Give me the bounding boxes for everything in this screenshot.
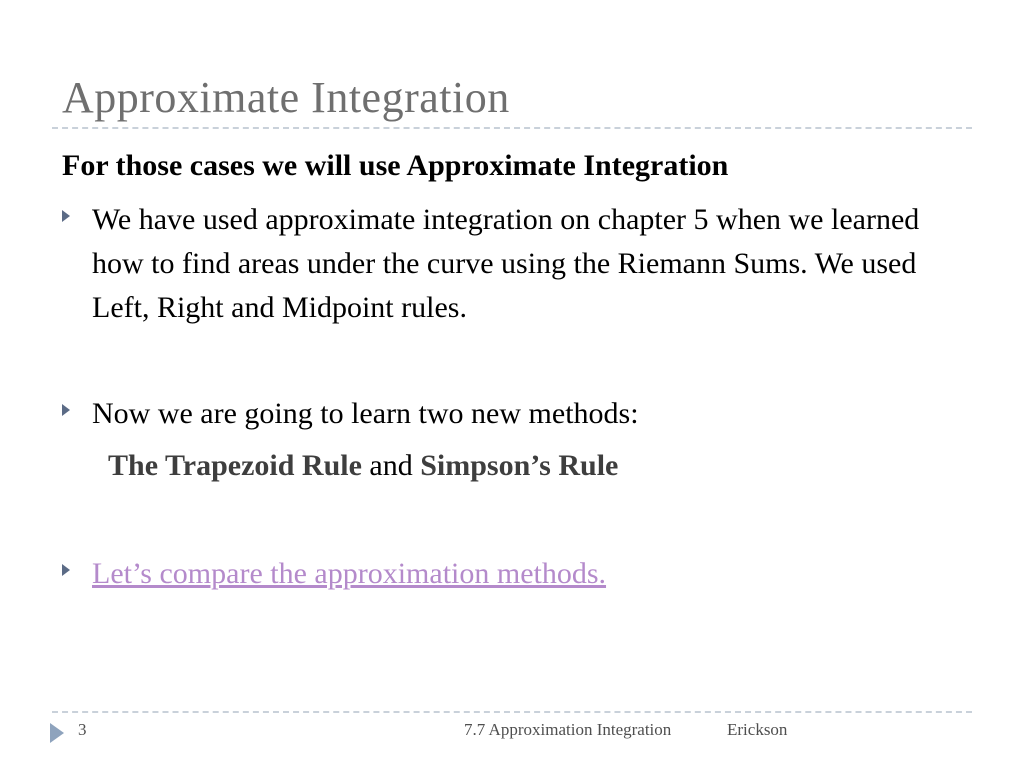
triangle-bullet-icon bbox=[62, 404, 70, 416]
footer-course-title: 7.7 Approximation Integration bbox=[464, 720, 672, 739]
bullet-item-2 bbox=[62, 392, 962, 436]
triangle-bullet-icon bbox=[62, 564, 70, 576]
title-divider bbox=[52, 127, 972, 129]
footer-triangle-icon bbox=[50, 723, 64, 743]
bullet-text-1: We have used approximate integration on chapter 5 when we learned how to find areas under the curve using the Riemann Sums. We used Left, Right and Midpoint rules. bbox=[92, 203, 920, 324]
footer-author: Erickson bbox=[727, 720, 788, 739]
bullet-item-3[interactable] bbox=[62, 552, 962, 596]
triangle-bullet-icon bbox=[62, 210, 70, 222]
intro-text: For those cases we will use Approximate Integration bbox=[62, 149, 729, 182]
methods-joiner: and bbox=[361, 449, 421, 482]
footer-divider bbox=[52, 711, 972, 713]
bullet-text-2: Now we are going to learn two new methods: bbox=[92, 397, 639, 430]
slide-title: Approximate Integration bbox=[62, 73, 510, 122]
trapezoid-rule-label: The Trapezoid Rule bbox=[108, 449, 362, 482]
slide-number: 3 bbox=[78, 720, 87, 739]
compare-methods-link[interactable]: Let’s compare the approximation methods. bbox=[92, 557, 607, 590]
methods-line bbox=[108, 448, 618, 484]
simpsons-rule-label: Simpson’s Rule bbox=[420, 449, 619, 482]
bullet-item-1 bbox=[62, 198, 962, 330]
